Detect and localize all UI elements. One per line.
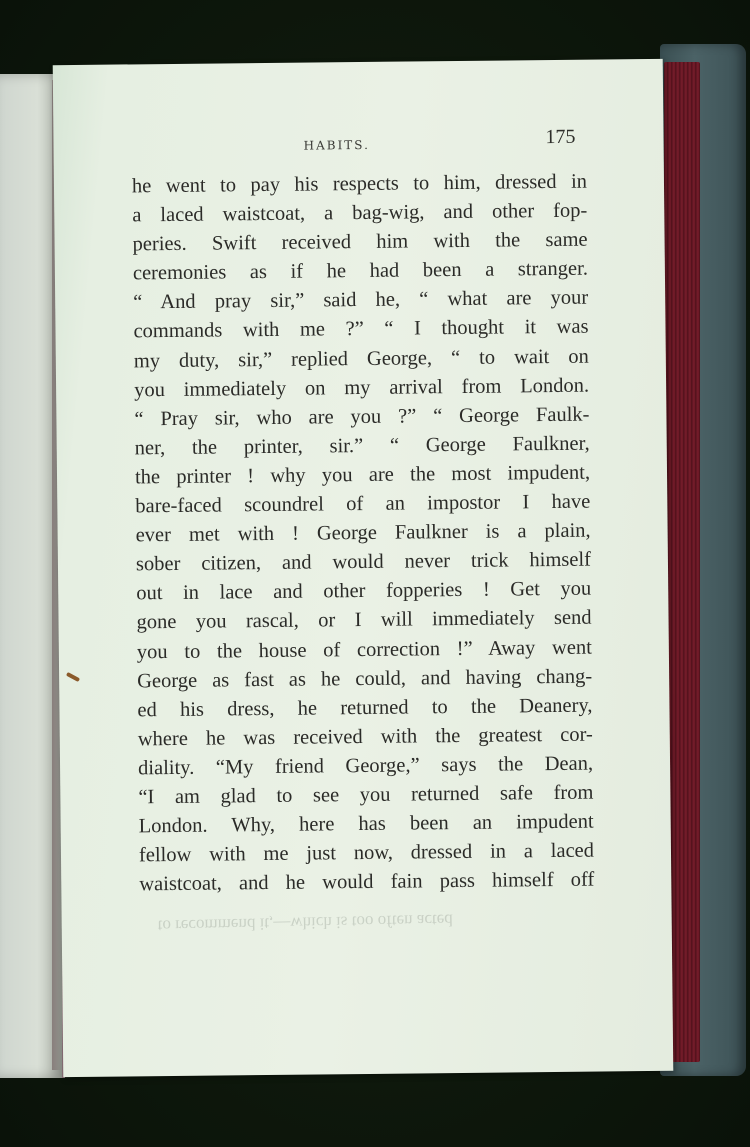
text-line: London. Why, here has been an impudent bbox=[138, 810, 594, 838]
text-line: commands with me ?” “ I thought it was bbox=[133, 316, 589, 343]
text-line: out in lace and other fopperies ! Get you bbox=[136, 577, 592, 605]
text-line: ever met with ! George Faulkner is a plain, bbox=[135, 519, 591, 547]
text-line: the printer ! why you are the most impudent, bbox=[134, 461, 591, 489]
text-line: gone you rascal, or I will immediately send bbox=[136, 607, 592, 634]
text-line: ed his dress, he returned to the Deanery, bbox=[137, 694, 593, 722]
text-line: waistcoat, and he would fain pass himself off bbox=[139, 868, 595, 896]
running-head: HABITS. bbox=[303, 137, 370, 153]
text-line: bare-faced scoundrel of an impostor I have bbox=[135, 490, 591, 518]
text-line: diality. “My friend George,” says the Dean, bbox=[137, 752, 594, 780]
right-page bbox=[53, 59, 674, 1077]
show-through-text: to recommend it,—which is too often acted bbox=[157, 910, 453, 936]
text-line: peries. Swift received him with the same bbox=[132, 228, 588, 256]
text-line: where he was received with the greatest cor- bbox=[137, 723, 593, 751]
text-line: you to the house of correction !” Away went bbox=[136, 636, 592, 663]
text-line: sober citizen, and would never trick himself bbox=[135, 548, 592, 576]
text-line: ceremonies as if he had been a stranger. bbox=[132, 257, 588, 285]
text-line: fellow with me just now, dressed in a laced bbox=[138, 839, 595, 867]
text-line: my duty, sir,” replied George, “ to wait on bbox=[133, 345, 589, 372]
text-line: he went to pay his respects to him, dressed in bbox=[131, 170, 588, 198]
text-line: ner, the printer, sir.” “ George Faulkner, bbox=[134, 432, 590, 460]
text-line: “ Pray sir, who are you ?” “ George Faulk- bbox=[134, 403, 590, 431]
text-line: a laced waistcoat, a bag-wig, and other fop- bbox=[132, 199, 588, 227]
body-text bbox=[132, 168, 595, 900]
text-line: George as fast as he could, and having chang- bbox=[137, 665, 593, 692]
text-line: you immediately on my arrival from London. bbox=[134, 374, 590, 402]
text-line: “I am glad to see you returned safe from bbox=[138, 781, 594, 809]
page-number: 175 bbox=[545, 125, 576, 149]
text-line: “ And pray sir,” said he, “ what are your bbox=[133, 287, 589, 314]
